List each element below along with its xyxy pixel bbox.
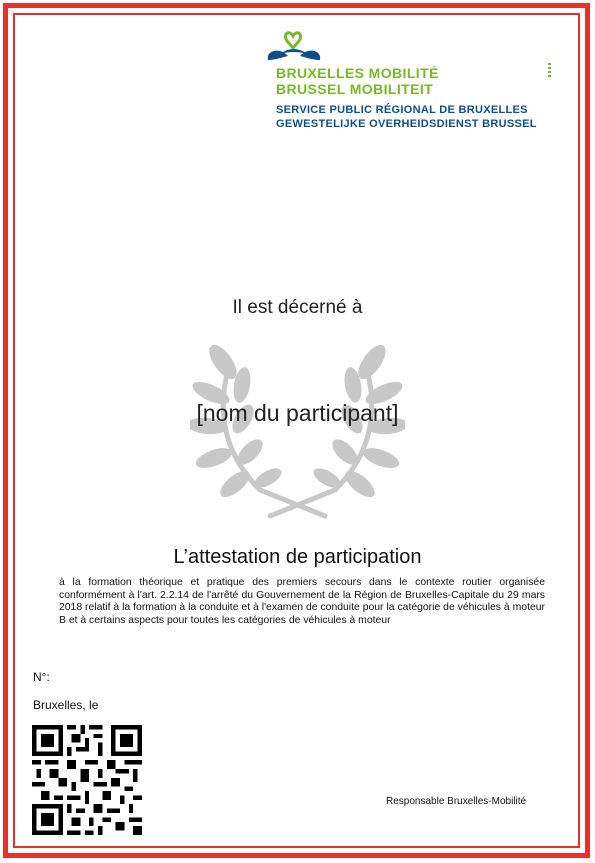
bruxelles-mobilite-logo-icon — [266, 30, 322, 66]
participant-name-placeholder: [nom du participant] — [196, 400, 399, 426]
logo-text-fr: BRUXELLES MOBILITÉ — [276, 65, 439, 81]
logo-dots-decoration — [548, 63, 551, 77]
place-date-label: Bruxelles, le — [33, 698, 99, 712]
certificate-body-text: à la formation théorique et pratique des premiers secours dans le contexte routier organisée conformément à l'art. 2.2.14 de l'arrêté du Gouvernement de la Région de Bruxelles-Capitale du 29 mars 2018 relatif à la formation à la conduite et à l'examen de conduite pour la catégorie de véhicules à moteur B et à certains aspects pour toutes les catégories de véhicules à moteur — [59, 577, 545, 626]
logo-subtitle-nl: GEWESTELIJKE OVERHEIDSDIENST BRUSSEL — [276, 118, 537, 130]
laurel-wreath-icon — [190, 340, 405, 520]
logo-text-nl: BRUSSEL MOBILITEIT — [276, 81, 434, 97]
certificate-title: L’attestation de participation — [173, 546, 422, 568]
certificate-number-label: N°: — [33, 670, 50, 684]
awarded-to-text: Il est décerné à — [232, 297, 363, 318]
logo-subtitle-fr: SERVICE PUBLIC RÉGIONAL DE BRUXELLES — [276, 104, 528, 116]
signature-label: Responsable Bruxelles-Mobilité — [386, 796, 527, 807]
qr-code — [32, 725, 142, 835]
